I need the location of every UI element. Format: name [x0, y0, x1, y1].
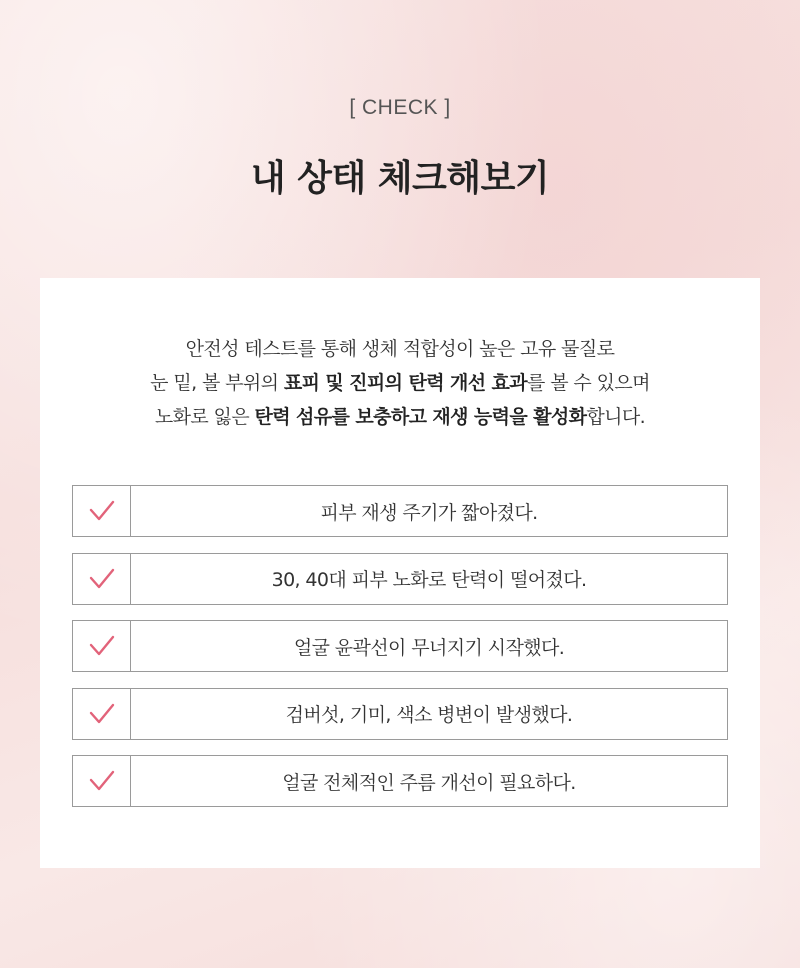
check-tag: [ CHECK ]	[349, 96, 451, 119]
check-icon	[89, 703, 115, 725]
intro-line-3-highlight: 탄력 섬유를 보충하고 재생 능력을 활성화	[254, 406, 587, 428]
intro-line-3	[40, 400, 760, 434]
check-icon	[89, 635, 115, 657]
check-icon	[89, 500, 115, 522]
check-icon	[89, 568, 115, 590]
check-box	[73, 621, 131, 671]
checklist-item	[72, 485, 728, 537]
check-icon	[89, 770, 115, 792]
page-title: 내 상태 체크해보기	[250, 158, 550, 199]
intro-text	[40, 332, 760, 434]
intro-line-2	[40, 366, 760, 400]
intro-line-2-part-a: 눈 밑, 볼 부위의	[150, 372, 284, 394]
checklist-item-label: 검버섯, 기미, 색소 병변이 발생했다.	[285, 704, 573, 726]
check-box	[73, 689, 131, 739]
intro-line-2-highlight: 표피 및 진피의 탄력 개선 효과	[283, 372, 527, 394]
checklist-item	[72, 755, 728, 807]
intro-line-1: 안전성 테스트를 통해 생체 적합성이 높은 고유 물질로	[185, 338, 615, 360]
check-box	[73, 554, 131, 604]
check-box	[73, 756, 131, 806]
intro-line-3-part-c: 합니다.	[586, 406, 646, 428]
checklist-item-label: 얼굴 전체적인 주름 개선이 필요하다.	[282, 771, 576, 794]
checklist-item-label: 30, 40대 피부 노화로 탄력이 떨어졌다.	[271, 569, 587, 591]
checklist-item-label: 얼굴 윤곽선이 무너지기 시작했다.	[293, 636, 565, 659]
intro-line-2-part-c: 를 볼 수 있으며	[527, 372, 650, 394]
content-card	[40, 278, 760, 868]
checklist-item	[72, 553, 728, 605]
checklist-item-label: 피부 재생 주기가 짧아졌다.	[320, 501, 538, 524]
checklist	[72, 485, 728, 823]
checklist-item	[72, 620, 728, 672]
checklist-item	[72, 688, 728, 740]
check-box	[73, 486, 131, 536]
intro-line-3-part-a: 노화로 잃은	[154, 406, 255, 428]
